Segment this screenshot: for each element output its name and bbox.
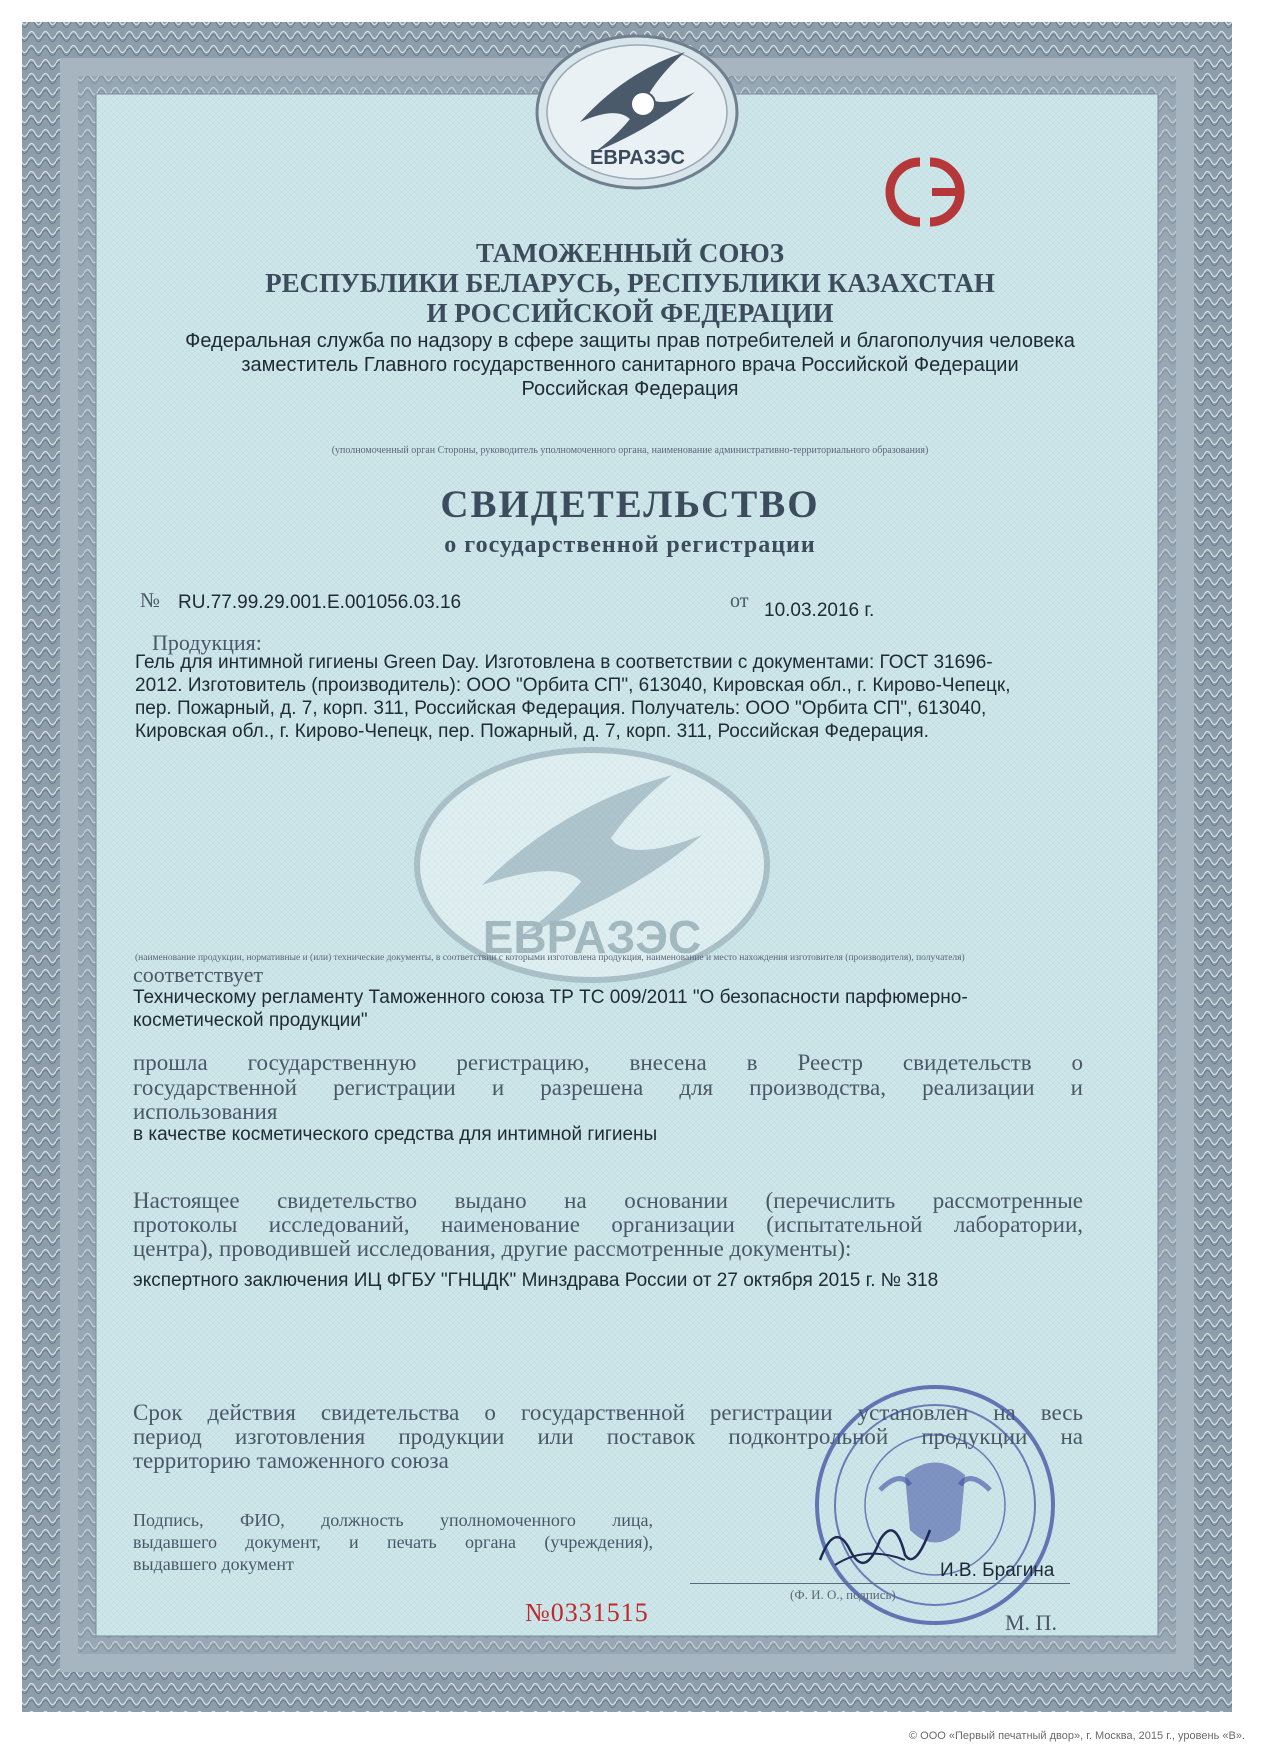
signatory-name: И.В. Брагина [940, 1560, 1055, 1581]
authority-line-3: Российская Федерация [521, 378, 739, 400]
authority-line-1: Федеральная служба по надзору в сфере защиты прав потребителей и благополучия человека [185, 330, 1075, 352]
conformity-line-1: Техническому регламенту Таможенного союза ТР ТС 009/2011 "О безопасности парфюмерно- [133, 987, 968, 1008]
validity-line-3: территорию таможенного союза [133, 1448, 449, 1473]
eurasec-logo [535, 32, 740, 192]
header-line-1: ТАМОЖЕННЫЙ СОЮЗ [475, 238, 785, 268]
registration-date: 10.03.2016 г. [764, 600, 875, 621]
signature-label-2: выдавшего документ, и печать органа (учреждения), [133, 1532, 653, 1552]
header-line-2: РЕСПУБЛИКИ БЕЛАРУСЬ, РЕСПУБЛИКИ КАЗАХСТАН [265, 268, 995, 298]
basis-line-1: Настоящее свидетельство выдано на основании (перечислить рассмотренные [133, 1188, 1083, 1213]
certificate-title: СВИДЕТЕЛЬСТВО [440, 483, 820, 526]
validity-line-2: период изготовления продукции или поставок подконтрольной продукции на [133, 1424, 1083, 1449]
signature-label-1: Подпись, ФИО, должность уполномоченного лица, [133, 1510, 653, 1530]
logo-text: ЕВРАЗЭС [589, 147, 685, 169]
registration-number: RU.77.99.29.001.E.001056.03.16 [178, 592, 462, 613]
signature-label-3: выдавшего документ [133, 1554, 294, 1574]
product-line-1: Гель для интимной гигиены Green Day. Изготовлена в соответствии с документами: ГОСТ 31696- [135, 652, 993, 673]
product-line-3: пер. Пожарный, д. 7, корп. 311, Российская Федерация. Получатель: ООО "Орбита СП", 613040, [135, 698, 987, 719]
product-caption: (наименование продукции, нормативные и (или) технические документы, в соответствии с которыми изготовлена продукция, наименование и место нахождения изготовителя (производителя), получателя) [135, 953, 965, 963]
watermark-text: ЕВРАЗЭС [482, 911, 702, 963]
customs-union-conformity-mark-icon [880, 152, 970, 232]
serial-number: №0331515 [525, 1598, 649, 1627]
watermark [412, 745, 772, 985]
registered-usage: в качестве косметического средства для интимной гигиены [133, 1124, 658, 1145]
header-line-3: И РОССИЙСКОЙ ФЕДЕРАЦИИ [426, 298, 834, 328]
registered-line-2: государственной регистрации и разрешена для производства, реализации и [133, 1075, 1083, 1100]
signature-line [690, 1583, 1070, 1584]
conformity-label: соответствует [133, 962, 264, 987]
validity-line-1: Срок действия свидетельства о государственной регистрации установлен на весь [133, 1400, 1083, 1425]
basis-value: экспертного заключения ИЦ ФГБУ "ГНЦДК" Минздрава России от 27 октября 2015 г. № 318 [133, 1270, 939, 1291]
stamp-place-label: М. П. [1005, 1610, 1057, 1635]
basis-line-2: протоколы исследований, наименование организации (испытательной лаборатории, [133, 1212, 1083, 1237]
basis-line-3: центра), проводившей исследования, другие рассмотренные документы): [133, 1236, 852, 1261]
product-label: Продукция: [152, 630, 262, 655]
date-label: от [730, 590, 749, 612]
conformity-line-2: косметической продукции" [133, 1010, 368, 1031]
authority-line-2: заместитель Главного государственного санитарного врача Российской Федерации [241, 354, 1019, 376]
number-label: № [140, 588, 161, 612]
registered-line-3: использования [133, 1099, 278, 1124]
signature-caption: (Ф. И. О., подпись) [790, 1587, 896, 1602]
certificate-subtitle: о государственной регистрации [444, 532, 816, 558]
registered-line-1: прошла государственную регистрацию, внесена в Реестр свидетельств о [133, 1050, 1083, 1075]
signature-scribble [815, 1510, 935, 1580]
product-line-2: 2012. Изготовитель (производитель): ООО "Орбита СП", 613040, Кировская обл., г. Кирово-Чепецк, [135, 675, 1011, 696]
printer-footer: © ООО «Первый печатный двор», г. Москва, 2015 г., уровень «В». [909, 1730, 1245, 1742]
authority-caption: (уполномоченный орган Стороны, руководитель уполномоченного органа, наименование административно-территориального образования) [331, 445, 929, 456]
product-line-4: Кировская обл., г. Кирово-Чепецк, пер. Пожарный, д. 7, корп. 311, Российская Федерация. [135, 721, 929, 742]
